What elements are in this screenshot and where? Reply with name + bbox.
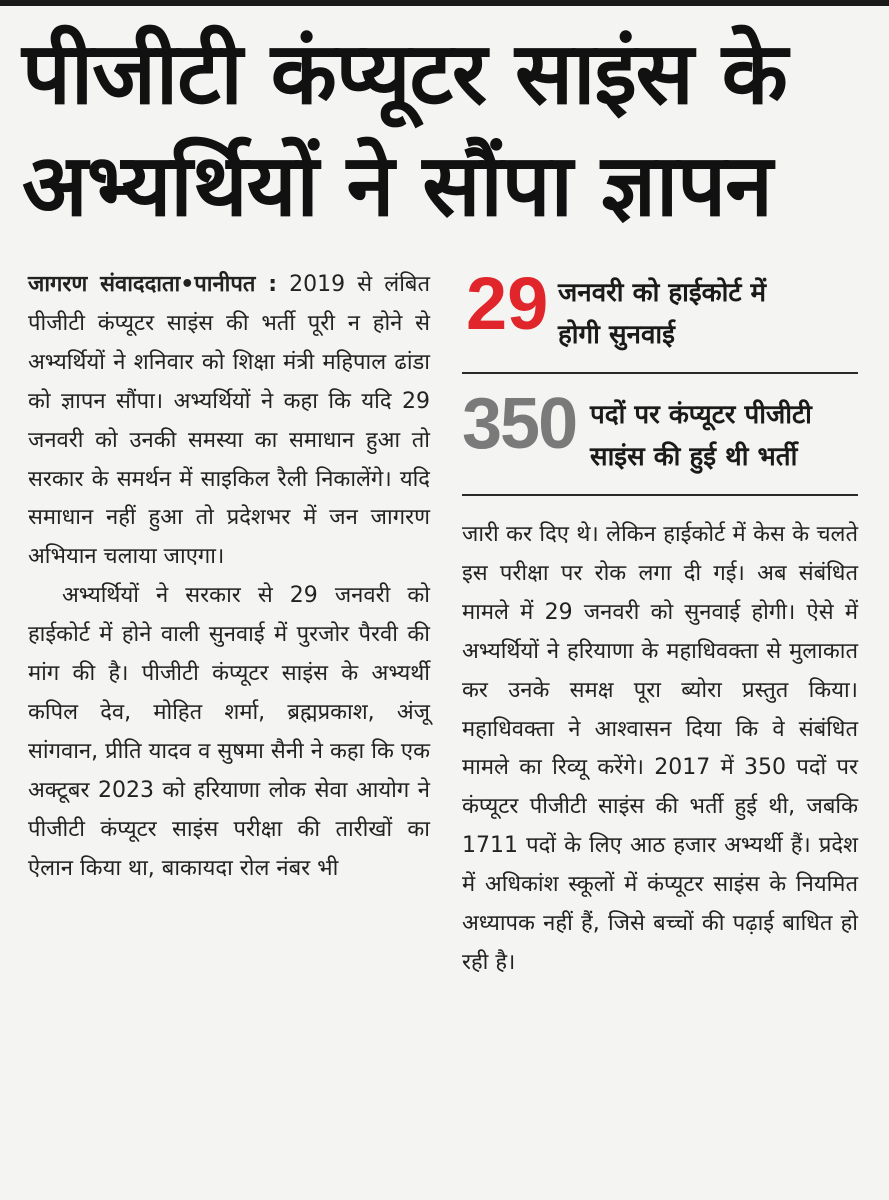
headline-line-1: पीजीटी कंप्यूटर साइंस के	[22, 24, 787, 124]
highlight-line-2: होगी सुनवाई	[558, 320, 675, 350]
divider-rule	[462, 494, 858, 496]
headline	[22, 18, 872, 242]
highlight-line-1: पदों पर कंप्यूटर पीजीटी	[590, 400, 812, 430]
left-paragraph-1	[28, 266, 430, 577]
bottom-fade	[0, 1120, 889, 1200]
dateline: जागरण संवाददाता•पानीपत :	[28, 272, 278, 297]
highlight-text	[558, 272, 766, 356]
top-rule	[0, 0, 889, 6]
right-paragraph: जारी कर दिए थे। लेकिन हाईकोर्ट में केस के चलते इस परीक्षा पर रोक लगा दी गई। अब संबंधित मामले में 29 जनवरी को सुनवाई होगी। ऐसे में अभ्यर्थियों ने हरियाणा के महाधिवक्ता से मुलाकात कर उनके समक्ष पूरा ब्योरा प्रस्तुत किया। महाधिवक्ता ने आश्वासन दिया कि वे संबंधित मामले का रिव्यू करेंगे। 2017 में 350 पदों पर कंप्यूटर पीजीटी साइंस की भर्ती हुई थी, जबकि 1711 पदों के लिए आठ हजार अभ्यर्थी हैं। प्रदेश में अधिकांश स्कूलों में कंप्यूटर साइंस के नियमित अध्यापक नहीं हैं, जिसे बच्चों की पढ़ाई बाधित हो रही है।	[462, 522, 858, 975]
highlight-box-posts	[462, 374, 858, 494]
left-column	[28, 266, 430, 889]
highlight-text	[590, 394, 812, 478]
right-column	[462, 262, 858, 983]
right-column-body	[462, 516, 858, 983]
left-paragraph-1-text: 2019 से लंबित पीजीटी कंप्यूटर साइंस की भर्ती पूरी न होने से अभ्यर्थियों ने शनिवार को शिक्षा मंत्री महिपाल ढांडा को ज्ञापन सौंपा। अभ्यर्थियों ने कहा कि यदि 29 जनवरी को उनकी समस्या का समाधान हुआ तो सरकार के समर्थन में साइकिल रैली निकालेंगे। यदि समाधान नहीं हुआ तो प्रदेशभर में जन जागरण अभियान चलाया जाएगा।	[28, 272, 430, 570]
highlight-box-hearing	[462, 262, 858, 372]
left-paragraph-2: अभ्यर्थियों ने सरकार से 29 जनवरी को हाईकोर्ट में होने वाली सुनवाई में पुरजोर पैरवी की मांग की है। पीजीटी कंप्यूटर साइंस के अभ्यर्थी कपिल देव, मोहित शर्मा, ब्रह्मप्रकाश, अंजू सांगवान, प्रीति यादव व सुषमा सैनी ने कहा कि एक अक्टूबर 2023 को हरियाणा लोक सेवा आयोग ने पीजीटी कंप्यूटर साइंस परीक्षा की तारीखों का ऐलान किया था, बाकायदा रोल नंबर भी	[28, 583, 430, 881]
headline-line-2: अभ्यर्थियों ने सौंपा ज्ञापन	[22, 136, 772, 236]
highlight-number: 350	[462, 384, 577, 464]
highlight-line-2: साइंस की हुई थी भर्ती	[590, 442, 798, 472]
highlight-number: 29	[466, 262, 549, 345]
highlight-line-1: जनवरी को हाईकोर्ट में	[558, 278, 767, 308]
